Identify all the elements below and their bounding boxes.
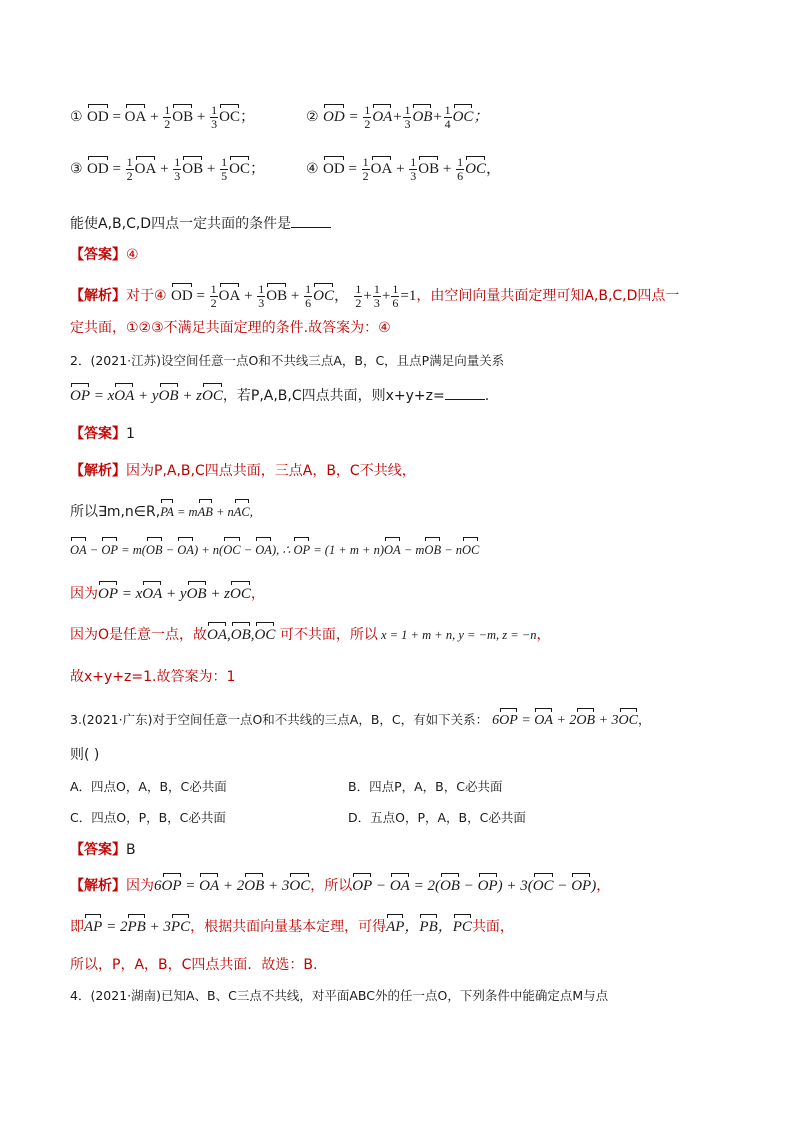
q1-option-2: ② OD = $\frac{1}{2}$ OA+ $\frac{1}{3}$ OB+ $\frac{1}{4}$ OC； xyxy=(306,103,489,131)
q1-option-1: ① OD = OA + $\frac{1}{2}$ OB + $\frac{1}{3}$ OC； xyxy=(70,103,255,131)
q2-analysis-line1: 【解析】因为P,A,B,C四点共面，三点A，B，C不共线， xyxy=(70,463,416,479)
q2-question: 2．(2021·江苏)设空间任意一点O和不共线三点A，B，C，且点P满足向量关系 xyxy=(70,353,505,368)
q2-analysis-line6: 故x+y+z=1.故答案为：1 xyxy=(70,669,236,685)
q3-option-a: A．四点O，A，B，C必共面 xyxy=(70,779,227,794)
q3-option-b: B．四点P，A，B，C必共面 xyxy=(348,779,503,794)
q3-answer: 【答案】B xyxy=(70,842,136,858)
q3-then: 则( ) xyxy=(70,747,100,763)
q2-analysis-line3: OA − OP = m(OB − OA) + n(OC − OA), ∴ OP = (1 + m + n)OA − mOB − nOC xyxy=(70,540,479,560)
q1-option-3: ③ OD = $\frac{1}{2}$ OA + $\frac{1}{3}$ OB + $\frac{1}{5}$ OC； xyxy=(70,155,265,183)
q1-answer: 【答案】④ xyxy=(70,247,139,263)
q2-condition: OP = xOA + yOB + zOC，若P,A,B,C四点共面，则x+y+z= . xyxy=(70,385,489,406)
q3-analysis-line3: 所以，P，A，B，C四点共面．故选：B. xyxy=(70,957,318,973)
q3-analysis-line1: 【解析】因为6OP = OA + 2OB + 3OC，所以OP − OA = 2(OB − OP) + 3(OC − OP)， xyxy=(70,878,611,894)
q4-question: 4．(2021·湖南)已知A、B、C三点不共线，对平面ABC外的任一点O，下列条件中能确定点M与点 xyxy=(70,988,609,1003)
q3-question: 3.(2021·广东)对于空间任意一点O和不共线的三点A，B，C，有如下关系： 6OP = OA + 2OB + 3OC， xyxy=(70,710,651,731)
q3-option-d: D．五点O，P，A，B，C必共面 xyxy=(348,810,526,825)
q2-answer: 【答案】1 xyxy=(70,426,135,442)
q2-analysis-line4: 因为OP = xOA + yOB + zOC， xyxy=(70,586,265,602)
q3-option-c: C．四点O，P，B，C必共面 xyxy=(70,810,226,825)
q2-analysis-line5: 因为O是任意一点，故OA,OB,OC 可不共面，所以 x = 1 + m + n, y = −m, z = −n， xyxy=(70,627,551,643)
q3-analysis-line2: 即AP = 2PB + 3PC，根据共面向量基本定理，可得AP，PB，PC共面， xyxy=(70,919,514,935)
q1-analysis-line2: 定共面，①②③不满足共面定理的条件.故答案为：④ xyxy=(70,320,391,336)
q1-option-4: ④ OD = $\frac{1}{2}$ OA + $\frac{1}{3}$ OB + $\frac{1}{6}$ OC， xyxy=(306,155,501,183)
q1-question: 能使A,B,C,D四点一定共面的条件是 xyxy=(70,213,331,234)
q2-analysis-line2: 所以∃m,n∈R,PA = mAB + nAC, xyxy=(70,504,253,520)
q1-analysis-line1: 【解析】对于④ OD = $\frac{1}{2}$ OA + $\frac{1}{3}$ OB + $\frac{1}{6}$ OC， $\frac{1}{2}$ + $\frac{1}{3}$ + $\frac{1}{6}$ =1，由空间向量共面定理可知A,B,C,D四点一 xyxy=(70,282,680,310)
